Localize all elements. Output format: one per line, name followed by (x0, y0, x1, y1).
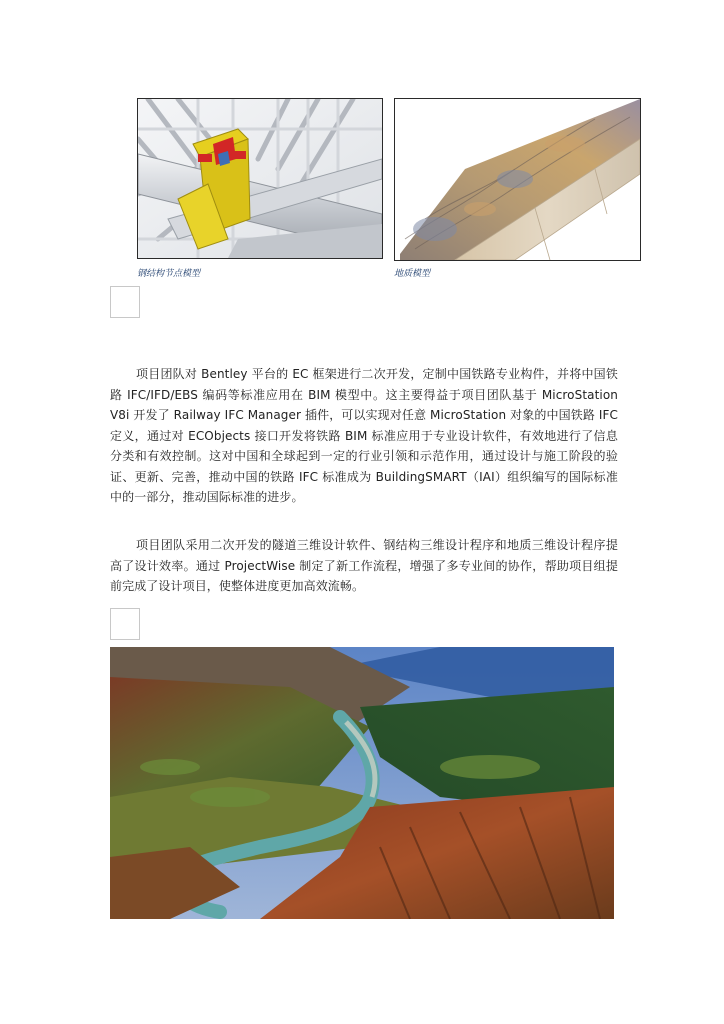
steel-node-model-image (138, 99, 382, 258)
geology-figure (394, 98, 641, 261)
steel-node-caption: 钢结构节点模型 (137, 269, 201, 279)
river-valley-image (110, 647, 614, 919)
geology-caption: 地质模型 (394, 269, 431, 279)
image-placeholder (110, 608, 140, 640)
paragraph-2: 项目团队采用二次开发的隧道三维设计软件、钢结构三维设计程序和地质三维设计程序提高了设计效率。通过 ProjectWise 制定了新工作流程，增强了多专业间的协作，帮助项目组提前完成了设计项目，使整体进度更加高效流畅。 (110, 538, 618, 593)
image-placeholder (110, 286, 140, 318)
river-valley-photo (110, 647, 614, 919)
steel-node-figure (137, 98, 383, 259)
paragraph-1: 项目团队对 Bentley 平台的 EC 框架进行二次开发，定制中国铁路专业构件，并将中国铁路 IFC/IFD/EBS 编码等标准应用在 BIM 模型中。这主要得益于项目团队基于 MicroStation V8i 开发了 Railway IFC Manager 插件，可以实现对任意 MicroStation 对象的中国铁路 IFC 定义，通过对 ECObjects 接口开发将铁路 BIM 标准应用于专业设计软件，有效地进行了信息分类和有效控制。这对中国和全球起到一定的行业引领和示范作用，通过设计与施工阶段的验证、更新、完善，推动中国的铁路 IFC 标准成为 BuildingSMART（IAI）组织编写的国际标准中的一部分，推动国际标准的进步。 (110, 367, 618, 504)
geology-model-image (395, 99, 640, 260)
